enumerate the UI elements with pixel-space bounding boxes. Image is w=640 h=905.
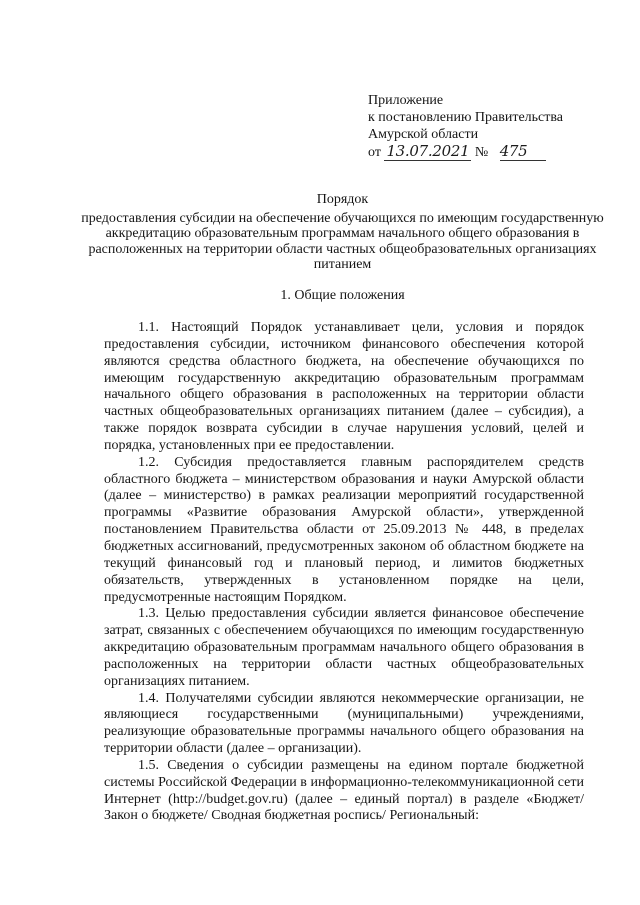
title-heading: Порядок bbox=[316, 192, 369, 207]
appendix-block bbox=[368, 92, 563, 161]
document-body bbox=[104, 320, 584, 825]
handwritten-number: 475 bbox=[500, 143, 546, 161]
paragraph-1-4: 1.4. Получателями субсидии являются некоммерческие организации, не являющиеся государственными (муниципальными) учреждениями, реализующие образовательные программы начального общего образования на территории области (далее – организации). bbox=[104, 690, 584, 757]
handwritten-date: 13.07.2021 bbox=[386, 142, 470, 160]
appendix-date-line bbox=[368, 143, 563, 161]
paragraph-1-5: 1.5. Сведения о субсидии размещены на едином портале бюджетной системы Российской Федерации в информационно-телекоммуникационной сети Интернет (http://budget.gov.ru) (далее – единый портал) в разделе «Бюджет/ Закон о бюджете/ Сводная бюджетная роспись/ Региональный: bbox=[104, 757, 584, 824]
paragraph-1-2: 1.2. Субсидия предоставляется главным распорядителем средств областного бюджета – министерством образования и науки Амурской области (далее – министерство) в рамках реализации мероприятий государственной программы «Развитие образования Амурской области», утвержденной постановлением Правительства области от 25.09.2013 № 448, в пределах бюджетных ассигнований, предусмотренных законом об областном бюджете на текущий финансовый год и плановый период, и лимитов бюджетных обязательств, утвержденных в установленном порядке на цели, предусмотренные настоящим Порядком. bbox=[104, 454, 584, 605]
section-heading: 1. Общие положения bbox=[280, 288, 405, 303]
appendix-line-3: Амурской области bbox=[368, 127, 479, 142]
document-title bbox=[80, 192, 605, 273]
title-subtitle: предоставления субсидии на обеспечение обучающихся по имеющим государственную аккредитацию образовательным программам начального общего образования в расположенных на территории области частных общеобразовательных организациях питанием bbox=[81, 210, 604, 272]
appendix-line-2: к постановлению Правительства bbox=[368, 110, 564, 125]
paragraph-1-1: 1.1. Настоящий Порядок устанавливает цели, условия и порядок предоставления субсидии, источником финансового обеспечения которой являются средства областного бюджета, на обеспечение обучающихся по имеющим государственную аккредитацию образовательным программам начального общего образования в расположенных на территории области частных общеобразовательных организациях питанием (далее – субсидия), а также порядок возврата субсидии в случае нарушения условий, целей и порядка, установленных при ее предоставлении. bbox=[104, 320, 584, 453]
number-sign: № bbox=[474, 145, 489, 160]
appendix-line-1: Приложение bbox=[368, 93, 444, 108]
from-prefix: от bbox=[368, 145, 381, 160]
paragraph-1-3: 1.3. Целью предоставления субсидии является финансовое обеспечение затрат, связанных с обеспечением обучающихся по имеющим государственную аккредитацию образовательным программам начального общего образования в расположенных на территории области частных общеобразовательных организациях питанием. bbox=[104, 606, 584, 689]
